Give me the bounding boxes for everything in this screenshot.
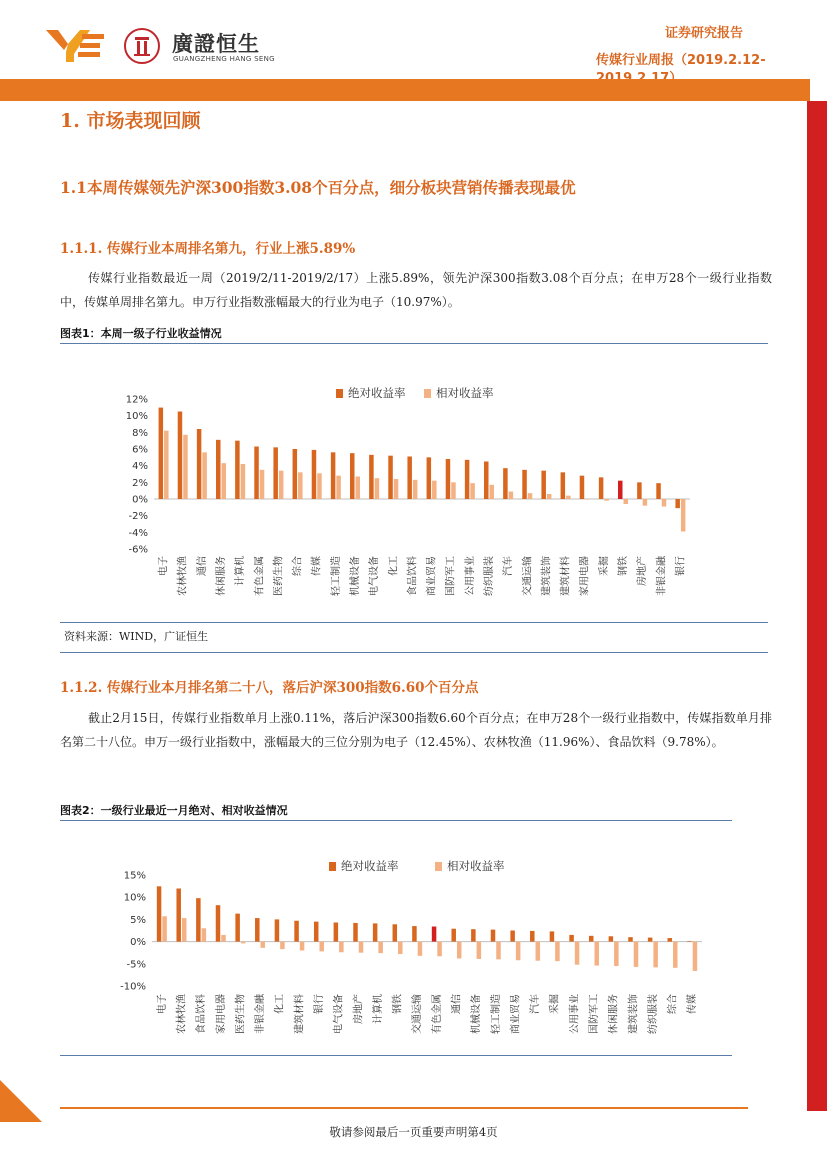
bar-rel-27 xyxy=(681,499,686,532)
bar-abs-9 xyxy=(331,452,336,499)
x-category-label: 电子 xyxy=(156,994,168,1014)
bar-abs-1 xyxy=(176,888,181,941)
bar-rel-21 xyxy=(566,496,571,499)
bar-abs-18 xyxy=(510,931,514,942)
x-category-label: 计算机 xyxy=(235,556,247,586)
x-category-label: 汽车 xyxy=(503,556,515,576)
section-1-1-1-title: 1.1.1. 传媒行业本周排名第九，行业上涨5.89% xyxy=(60,241,356,257)
figure-2-title: 图表2：一级行业最近一月绝对、相对收益情况 xyxy=(60,804,288,817)
side-bar xyxy=(807,101,827,1111)
legend-label-0: 绝对收益率 xyxy=(348,386,406,400)
bar-rel-9 xyxy=(336,476,341,499)
bar-rel-2 xyxy=(202,452,207,499)
bar-rel-22 xyxy=(594,942,599,966)
x-category-label: 轻工制造 xyxy=(330,556,342,596)
corner-triangle-icon xyxy=(0,1080,42,1122)
bar-rel-16 xyxy=(470,483,475,499)
figure-2-top-rule xyxy=(60,820,732,821)
legend-swatch-0 xyxy=(329,862,336,871)
bar-rel-18 xyxy=(509,492,513,500)
bar-abs-11 xyxy=(369,455,374,499)
x-category-label: 传媒 xyxy=(311,556,323,576)
figure-1-source-rule xyxy=(60,652,768,653)
bar-rel-15 xyxy=(457,942,462,959)
x-category-label: 轻工制造 xyxy=(490,994,502,1034)
bar-abs-9 xyxy=(334,923,339,942)
bar-abs-14 xyxy=(432,927,437,942)
bar-rel-23 xyxy=(614,942,619,966)
bar-abs-8 xyxy=(312,450,317,499)
bar-abs-2 xyxy=(197,429,202,499)
y-tick-label: 10% xyxy=(125,411,148,423)
figure-1-source: 资料来源：WIND，广证恒生 xyxy=(64,630,209,643)
x-category-label: 休闲服务 xyxy=(216,556,227,596)
bar-abs-8 xyxy=(314,922,319,942)
bar-abs-19 xyxy=(522,470,527,499)
bar-rel-18 xyxy=(516,942,521,961)
bar-rel-2 xyxy=(202,928,207,941)
x-category-label: 公用事业 xyxy=(464,556,476,596)
x-category-label: 非银金融 xyxy=(656,556,668,596)
legend-swatch-1 xyxy=(435,862,442,871)
x-category-label: 商业贸易 xyxy=(510,994,522,1034)
y-tick-label: -2% xyxy=(128,511,148,523)
x-category-label: 采掘 xyxy=(549,994,561,1014)
bar-rel-20 xyxy=(547,494,552,499)
footer-rule xyxy=(60,1107,748,1109)
bar-abs-13 xyxy=(412,926,417,942)
x-category-label: 公用事业 xyxy=(569,994,581,1034)
bar-abs-22 xyxy=(589,936,594,942)
logo-chinese-name: 廣證恒生 xyxy=(172,32,260,56)
y-tick-label: 8% xyxy=(132,427,148,439)
bar-abs-22 xyxy=(580,476,585,499)
bar-rel-3 xyxy=(221,935,226,942)
bar-abs-11 xyxy=(373,923,378,941)
bar-abs-24 xyxy=(618,481,623,499)
bar-rel-15 xyxy=(451,482,456,499)
x-category-label: 通信 xyxy=(196,556,208,576)
x-category-label: 电气设备 xyxy=(333,994,345,1034)
x-category-label: 建筑材料 xyxy=(294,994,306,1034)
bar-rel-26 xyxy=(662,499,667,507)
y-tick-label: -6% xyxy=(128,544,148,556)
x-category-label: 计算机 xyxy=(372,994,384,1024)
x-category-label: 房地产 xyxy=(353,994,365,1024)
section-1-1-1-paragraph: 传媒行业指数最近一周（2019/2/11-2019/2/17）上涨5.89%，领先沪深300指数3.08个百分点；在申万28个一级行业指数中，传媒单周排名第九。申万行业指数涨幅最大的行业为电子（10.97%）。 xyxy=(60,271,772,309)
bar-rel-13 xyxy=(418,942,423,956)
x-category-label: 建筑材料 xyxy=(560,556,572,596)
bar-abs-25 xyxy=(648,938,653,942)
bar-abs-6 xyxy=(275,919,280,941)
figure-1-title: 图表1：本周一级子行业收益情况 xyxy=(60,327,222,340)
y-tick-label: 5% xyxy=(130,914,146,926)
bar-rel-21 xyxy=(575,942,580,965)
x-category-label: 食品饮料 xyxy=(196,994,208,1034)
bar-rel-25 xyxy=(653,942,658,968)
x-category-label: 农林牧渔 xyxy=(177,556,189,596)
bar-rel-10 xyxy=(356,477,361,500)
bar-abs-27 xyxy=(675,499,680,508)
bar-rel-12 xyxy=(394,479,399,499)
bar-abs-25 xyxy=(637,482,642,499)
bar-rel-6 xyxy=(279,471,284,499)
guangzheng-logo-icon xyxy=(46,26,106,64)
bar-rel-7 xyxy=(300,942,305,951)
bar-rel-24 xyxy=(624,499,629,504)
seal-icon xyxy=(124,28,160,64)
bar-abs-16 xyxy=(471,929,476,941)
header-band xyxy=(0,79,810,101)
y-tick-label: 12% xyxy=(125,394,148,406)
section-1-title: 1. 市场表现回顾 xyxy=(60,110,201,132)
bar-rel-1 xyxy=(182,918,187,942)
x-category-label: 非银金融 xyxy=(255,994,267,1034)
y-tick-label: 0% xyxy=(130,937,146,949)
bar-abs-2 xyxy=(196,898,201,941)
bar-rel-22 xyxy=(585,499,590,500)
x-category-label: 机械设备 xyxy=(350,556,361,596)
y-tick-label: 6% xyxy=(132,444,148,456)
bar-rel-19 xyxy=(528,493,533,499)
bar-abs-15 xyxy=(451,929,456,942)
bar-abs-1 xyxy=(178,412,183,500)
bar-abs-12 xyxy=(388,456,393,499)
x-category-label: 综合 xyxy=(667,994,679,1014)
x-category-label: 化工 xyxy=(274,994,286,1014)
bar-rel-12 xyxy=(398,942,403,954)
bar-rel-27 xyxy=(693,942,698,971)
bar-abs-10 xyxy=(350,453,355,499)
bar-rel-4 xyxy=(241,464,246,499)
x-category-label: 通信 xyxy=(451,994,463,1014)
legend-label-1: 相对收益率 xyxy=(436,386,494,400)
x-category-label: 电子 xyxy=(158,556,170,576)
x-category-label: 电气设备 xyxy=(369,556,381,596)
bar-rel-6 xyxy=(280,942,285,950)
bar-abs-0 xyxy=(157,886,162,941)
bar-abs-21 xyxy=(561,472,566,499)
bar-abs-26 xyxy=(656,483,661,499)
bar-abs-4 xyxy=(235,441,240,499)
x-category-label: 汽车 xyxy=(530,994,542,1014)
y-tick-label: -10% xyxy=(120,981,146,993)
x-category-label: 传媒 xyxy=(687,994,699,1014)
bar-rel-17 xyxy=(490,485,495,499)
y-tick-label: 4% xyxy=(132,461,148,473)
x-category-label: 食品饮料 xyxy=(407,556,419,596)
bar-abs-19 xyxy=(530,931,535,942)
bar-rel-11 xyxy=(375,478,380,499)
x-category-label: 医药生物 xyxy=(235,994,247,1034)
bar-abs-7 xyxy=(293,449,298,499)
y-tick-label: 10% xyxy=(123,892,146,904)
x-category-label: 家用电器 xyxy=(215,994,227,1034)
x-category-label: 化工 xyxy=(388,556,400,576)
bar-abs-0 xyxy=(159,408,164,499)
x-category-label: 银行 xyxy=(675,556,687,576)
figure-2-bottom-rule xyxy=(60,1055,732,1056)
x-category-label: 商业贸易 xyxy=(426,556,438,596)
y-tick-label: -4% xyxy=(128,527,148,539)
x-category-label: 交通运输 xyxy=(412,994,424,1034)
bar-rel-4 xyxy=(241,942,246,944)
legend-swatch-0 xyxy=(336,389,343,398)
bar-rel-8 xyxy=(317,473,322,499)
x-category-label: 建筑装饰 xyxy=(541,556,553,596)
x-category-label: 休闲服务 xyxy=(608,994,620,1034)
x-category-label: 钢铁 xyxy=(618,556,629,576)
bar-abs-6 xyxy=(273,447,278,499)
x-category-label: 钢铁 xyxy=(392,994,404,1014)
bar-abs-5 xyxy=(254,447,258,500)
x-category-label: 房地产 xyxy=(637,556,649,586)
x-category-label: 国防军工 xyxy=(445,556,457,596)
bar-rel-13 xyxy=(413,480,418,499)
report-type: 证券研究报告 xyxy=(664,26,743,41)
section-1-1-2-paragraph: 截止2月15日，传媒行业指数单月上涨0.11%，落后沪深300指数6.60个百分点；在申万28个一级行业指数中，传媒指数单月排名第二十八位。申万一级行业指数中，涨幅最大的三位分别为电子（12.45%）、农林牧渔（11.96%）、食品饮料（9.78%）。 xyxy=(60,711,772,749)
bar-abs-24 xyxy=(628,937,633,941)
section-1-1-2-title: 1.1.2. 传媒行业本月排名第二十八，落后沪深300指数6.60个百分点 xyxy=(60,680,479,696)
bar-rel-11 xyxy=(378,942,383,954)
section-1-1-title: 1.1本周传媒领先沪深300指数3.08个百分点，细分板块营销传播表现最优 xyxy=(60,178,576,197)
bar-abs-3 xyxy=(216,905,221,941)
x-category-label: 交通运输 xyxy=(522,556,534,596)
legend-swatch-1 xyxy=(424,389,431,398)
bar-abs-23 xyxy=(599,477,604,499)
x-category-label: 国防军工 xyxy=(588,994,600,1034)
bar-rel-10 xyxy=(359,942,364,953)
bar-rel-5 xyxy=(260,470,265,499)
bar-rel-25 xyxy=(643,499,648,506)
x-category-label: 纺织服装 xyxy=(647,994,659,1034)
bar-rel-8 xyxy=(319,942,324,952)
bar-abs-13 xyxy=(407,457,412,500)
bar-rel-1 xyxy=(183,435,188,499)
y-tick-label: -5% xyxy=(126,959,146,971)
bar-rel-0 xyxy=(164,431,169,499)
bar-abs-26 xyxy=(668,938,673,942)
bar-abs-18 xyxy=(503,468,508,499)
bar-rel-14 xyxy=(437,942,442,957)
x-category-label: 机械设备 xyxy=(471,994,483,1034)
bar-abs-5 xyxy=(255,918,259,942)
bar-rel-26 xyxy=(673,942,678,968)
logo-english-name: GUANGZHENG HANG SENG xyxy=(173,55,275,63)
bar-rel-24 xyxy=(634,942,639,967)
y-tick-label: 15% xyxy=(123,870,146,882)
bar-abs-16 xyxy=(465,460,470,499)
bar-rel-17 xyxy=(496,942,501,960)
x-category-label: 农林牧渔 xyxy=(176,994,188,1034)
bar-abs-27 xyxy=(687,941,692,942)
bar-abs-23 xyxy=(609,936,614,941)
chart-2 xyxy=(60,848,750,1058)
bar-abs-7 xyxy=(294,921,299,942)
legend-label-1: 相对收益率 xyxy=(447,859,505,873)
bar-rel-19 xyxy=(536,942,541,961)
bar-rel-23 xyxy=(604,499,609,501)
bar-abs-21 xyxy=(569,935,574,942)
bar-abs-20 xyxy=(541,471,546,499)
x-category-label: 家用电器 xyxy=(579,556,591,596)
bar-abs-20 xyxy=(550,931,555,941)
bar-abs-14 xyxy=(427,457,432,499)
bar-abs-15 xyxy=(446,459,451,499)
x-category-label: 建筑装饰 xyxy=(628,994,640,1034)
bar-rel-5 xyxy=(261,942,266,948)
bar-rel-7 xyxy=(298,472,303,499)
figure-1-bottom-rule xyxy=(60,622,768,623)
footer-text: 敬请参阅最后一页重要声明第4页 xyxy=(329,1125,498,1139)
bar-rel-20 xyxy=(555,942,560,962)
x-category-label: 医药生物 xyxy=(273,556,285,596)
bar-abs-12 xyxy=(393,924,398,941)
bar-rel-9 xyxy=(339,942,344,953)
bar-rel-16 xyxy=(477,942,482,959)
bar-abs-17 xyxy=(484,462,489,500)
x-category-label: 有色金属 xyxy=(431,994,443,1034)
figure-1-top-rule xyxy=(60,343,768,344)
x-category-label: 纺织服装 xyxy=(484,556,495,596)
chart-1 xyxy=(60,376,768,616)
x-category-label: 综合 xyxy=(292,556,304,576)
y-tick-label: 2% xyxy=(132,477,148,489)
legend-label-0: 绝对收益率 xyxy=(341,859,399,873)
y-tick-label: 0% xyxy=(132,494,148,506)
bar-rel-0 xyxy=(162,916,167,941)
bar-abs-3 xyxy=(216,440,221,499)
bar-rel-14 xyxy=(432,481,437,499)
bar-abs-17 xyxy=(491,930,496,942)
bar-abs-4 xyxy=(235,914,240,942)
bar-rel-3 xyxy=(222,463,227,499)
report-title: 传媒行业周报（2019.2.12- xyxy=(596,53,766,68)
x-category-label: 采掘 xyxy=(598,556,610,576)
x-category-label: 银行 xyxy=(313,994,325,1014)
bar-abs-10 xyxy=(353,923,358,942)
x-category-label: 有色金属 xyxy=(254,556,266,596)
